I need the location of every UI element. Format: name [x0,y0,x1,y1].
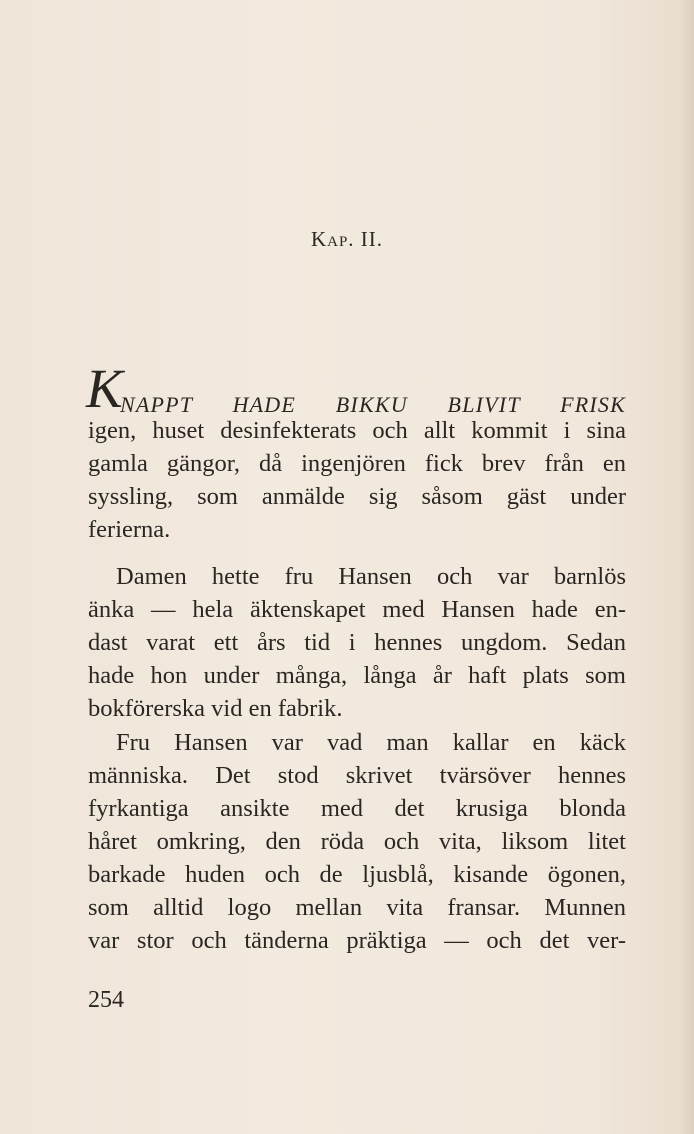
text-line [88,659,626,692]
line-text: syssling, som anmälde sig såsom gäst under [88,483,626,510]
text-line [88,924,626,957]
text-line [88,692,342,725]
line-text: ferierna. [88,516,171,543]
text-line [88,447,626,480]
line-text: dast varat ett års tid i hennes ungdom. Sedan [88,629,626,656]
text-line [88,480,626,513]
text-line [88,626,626,659]
text-line [88,858,626,891]
text-line [88,513,170,546]
line-text: Fru Hansen var vad man kallar en käck [116,729,626,756]
text-line [116,560,626,593]
page-number: 254 [88,987,124,1013]
line-text: var stor och tänderna präktiga — och det ver- [88,927,626,954]
text-line [88,593,626,626]
text-line [88,891,626,924]
line-text: gamla gängor, då ingenjören fick brev från en [88,450,626,477]
chapter-heading: Kap. II. [310,227,384,251]
line-text: människa. Det stod skrivet tvärsöver hennes [88,762,626,789]
text-line [88,759,626,792]
text-line [88,825,626,858]
line-text: hade hon under många, långa år haft plats som [88,662,626,689]
drop-cap: K [86,358,123,419]
line-text: bokförerska vid en fabrik. [88,695,343,722]
line-text: änka — hela äktenskapet med Hansen hade en- [88,596,626,623]
text-line [116,726,626,759]
line-text: barkade huden och de ljusblå, kisande ögonen, [88,861,626,888]
line-text: fyrkantiga ansikte med det krusiga blonda [88,795,626,822]
text-line [88,414,626,447]
page-edge-shadow [680,0,694,1134]
line-text: som alltid logo mellan vita fransar. Munnen [88,894,626,921]
text-line [88,792,626,825]
opening-caps-text: NAPPT HADE BIKKU BLIVIT FRISK [120,392,626,417]
line-text: håret omkring, den röda och vita, liksom litet [88,828,626,855]
line-text: Damen hette fru Hansen och var barnlös [116,563,626,590]
line-text: igen, huset desinfekterats och allt kommit i sina [88,417,626,444]
